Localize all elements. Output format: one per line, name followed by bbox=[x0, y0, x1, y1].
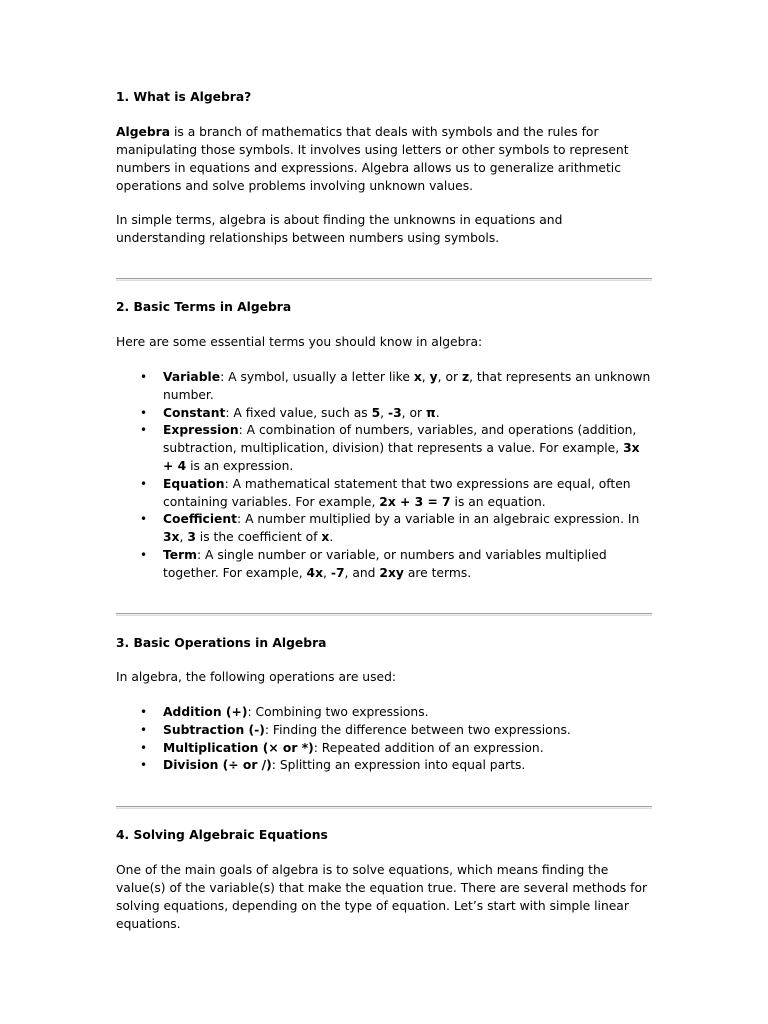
section-4-paragraph-1: One of the main goals of algebra is to solve equations, which means finding the value(s) of the variable(s) that make the equation true. There are several methods for solving equations, depending on the type of equation. Let’s start with simple linear equations. bbox=[116, 863, 648, 931]
bullet-icon: • bbox=[140, 476, 148, 491]
section-divider bbox=[116, 613, 652, 616]
section-2-heading: 2. Basic Terms in Algebra bbox=[116, 300, 292, 314]
bullet-icon: • bbox=[140, 405, 148, 420]
bullet-icon: • bbox=[140, 740, 148, 755]
bullet-icon: • bbox=[140, 722, 148, 737]
list-item: • Variable: A symbol, usually a letter like x, y, or z, that represents an unknown number. bbox=[140, 370, 651, 402]
basic-terms-list bbox=[116, 369, 652, 583]
section-2-intro: Here are some essential terms you should know in algebra: bbox=[116, 335, 483, 349]
section-1-heading: 1. What is Algebra? bbox=[116, 90, 252, 104]
list-item: • Constant: A fixed value, such as 5, -3, or π. bbox=[116, 405, 652, 423]
bullet-icon: • bbox=[140, 423, 148, 438]
list-item: • Term: A single number or variable, or numbers and variables multiplied together. For example, 4x, -7, and 2xy are terms. bbox=[140, 547, 607, 580]
operations-list bbox=[116, 704, 652, 775]
bullet-icon: • bbox=[140, 705, 148, 719]
section-3-intro: In algebra, the following operations are used: bbox=[116, 670, 397, 684]
section-3-heading: 3. Basic Operations in Algebra bbox=[116, 636, 327, 650]
bullet-icon: • bbox=[140, 370, 148, 384]
list-item: • Multiplication (× or *): Repeated addition of an expression. bbox=[116, 740, 652, 758]
section-1-paragraph-2: In simple terms, algebra is about finding the unknowns in equations and understanding relationships between numbers using symbols. bbox=[116, 213, 563, 245]
list-item: • Subtraction (-): Finding the difference between two expressions. bbox=[116, 722, 652, 740]
section-divider bbox=[116, 278, 652, 281]
bullet-icon: • bbox=[140, 758, 148, 773]
list-item: • Addition (+): Combining two expressions. bbox=[116, 704, 652, 722]
list-item: • Equation: A mathematical statement that two expressions are equal, often containing variables. For example, 2x + 3 = 7 is an equation. bbox=[140, 476, 631, 509]
section-divider bbox=[116, 806, 652, 809]
bullet-icon: • bbox=[140, 547, 148, 562]
bullet-icon: • bbox=[140, 512, 148, 527]
list-item: • Division (÷ or /): Splitting an expression into equal parts. bbox=[116, 757, 652, 775]
section-4-heading: 4. Solving Algebraic Equations bbox=[116, 828, 328, 842]
algebra-term: Algebra bbox=[116, 125, 171, 139]
section-1-paragraph-1: Algebra is a branch of mathematics that deals with symbols and the rules for manipulating those symbols. It involves using letters or other symbols to represent numbers in equations and expressions. Algebra allows us to generalize arithmetic operations and solve problems involving unknown values. bbox=[116, 125, 629, 193]
list-item: • Expression: A combination of numbers, variables, and operations (addition, subtraction, multiplication, division) that represents a value. For example, 3x + 4 is an expression. bbox=[140, 423, 640, 473]
list-item: • Coefficient: A number multiplied by a variable in an algebraic expression. In 3x, 3 is the coefficient of x. bbox=[140, 512, 640, 545]
